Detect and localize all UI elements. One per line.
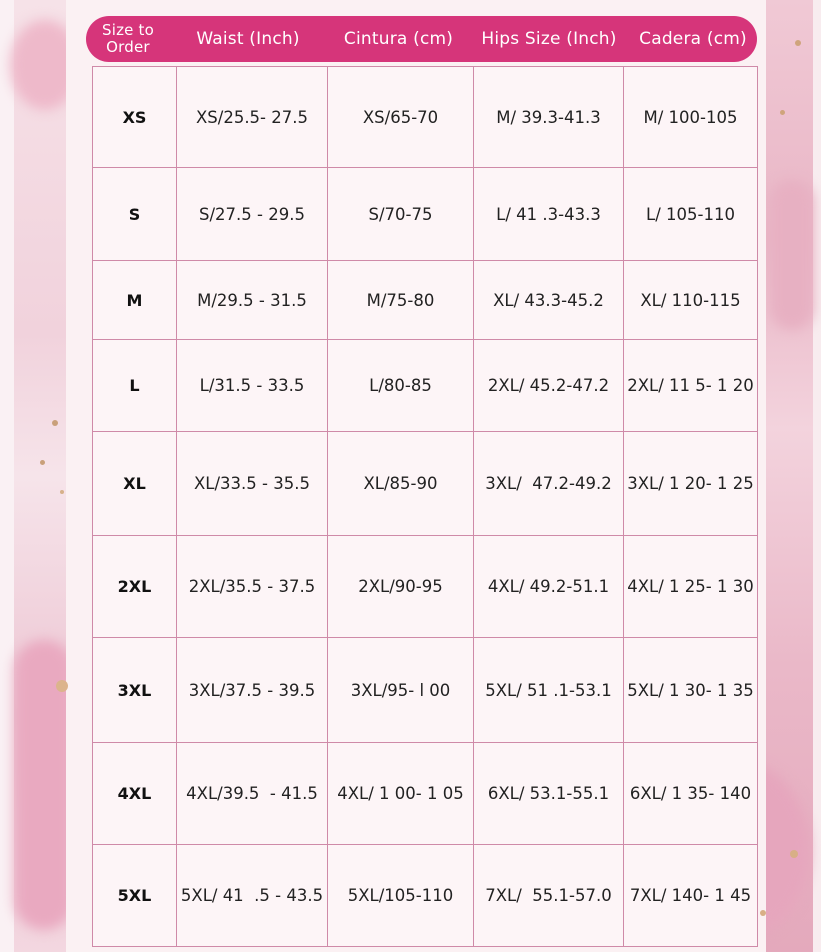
table-row	[93, 536, 758, 638]
waist-cell: 5XL/ 41 .5 - 43.5	[177, 845, 328, 947]
background-right-edge	[813, 0, 821, 952]
glitter-dot	[795, 40, 801, 46]
glitter-dot	[760, 910, 766, 916]
waist-cell: XL/33.5 - 35.5	[177, 432, 328, 536]
size-cell: 2XL	[93, 536, 177, 638]
table-row	[93, 845, 758, 947]
table-row	[93, 67, 758, 168]
cintura-cell: 5XL/105-110	[328, 845, 474, 947]
cadera-cell: 6XL/ 1 35- 140	[624, 743, 758, 845]
hips-cell: 3XL/ 47.2-49.2	[474, 432, 624, 536]
size-cell: S	[93, 168, 177, 261]
waist-cell: 3XL/37.5 - 39.5	[177, 638, 328, 743]
hips-cell: 7XL/ 55.1-57.0	[474, 845, 624, 947]
table-row	[93, 340, 758, 432]
cadera-cell: XL/ 110-115	[624, 261, 758, 340]
header-size-to-order: Size to Order	[101, 21, 155, 56]
background-left-edge	[0, 0, 14, 952]
size-cell: L	[93, 340, 177, 432]
hips-cell: L/ 41 .3-43.3	[474, 168, 624, 261]
glitter-dot	[52, 420, 58, 426]
table-header	[86, 16, 757, 62]
cadera-cell: 5XL/ 1 30- 1 35	[624, 638, 758, 743]
header-cadera-cm: Cadera (cm)	[639, 29, 747, 49]
waist-cell: 2XL/35.5 - 37.5	[177, 536, 328, 638]
table-row	[93, 638, 758, 743]
cintura-cell: XS/65-70	[328, 67, 474, 168]
size-cell: 5XL	[93, 845, 177, 947]
size-cell: 3XL	[93, 638, 177, 743]
header-waist-inch: Waist (Inch)	[196, 29, 300, 49]
hips-cell: M/ 39.3-41.3	[474, 67, 624, 168]
size-cell: XL	[93, 432, 177, 536]
waist-cell: L/31.5 - 33.5	[177, 340, 328, 432]
cintura-cell: S/70-75	[328, 168, 474, 261]
hips-cell: 6XL/ 53.1-55.1	[474, 743, 624, 845]
cintura-cell: M/75-80	[328, 261, 474, 340]
glitter-dot	[780, 110, 785, 115]
size-cell: M	[93, 261, 177, 340]
waist-cell: 4XL/39.5 - 41.5	[177, 743, 328, 845]
waist-cell: XS/25.5- 27.5	[177, 67, 328, 168]
cintura-cell: L/80-85	[328, 340, 474, 432]
cadera-cell: 2XL/ 11 5- 1 20	[624, 340, 758, 432]
table-row	[93, 432, 758, 536]
cadera-cell: 7XL/ 140- 1 45	[624, 845, 758, 947]
size-cell: XS	[93, 67, 177, 168]
cintura-cell: 3XL/95- l 00	[328, 638, 474, 743]
hips-cell: XL/ 43.3-45.2	[474, 261, 624, 340]
glitter-dot	[56, 680, 68, 692]
cadera-cell: L/ 105-110	[624, 168, 758, 261]
glitter-dot	[40, 460, 45, 465]
waist-cell: S/27.5 - 29.5	[177, 168, 328, 261]
waist-cell: M/29.5 - 31.5	[177, 261, 328, 340]
header-cintura-cm: Cintura (cm)	[343, 29, 454, 49]
cadera-cell: 4XL/ 1 25- 1 30	[624, 536, 758, 638]
size-chart-table	[92, 66, 758, 947]
table-row	[93, 261, 758, 340]
table-row	[93, 168, 758, 261]
hips-cell: 4XL/ 49.2-51.1	[474, 536, 624, 638]
decorative-blob	[770, 180, 814, 330]
hips-cell: 2XL/ 45.2-47.2	[474, 340, 624, 432]
size-cell: 4XL	[93, 743, 177, 845]
cadera-cell: 3XL/ 1 20- 1 25	[624, 432, 758, 536]
header-hips-inch: Hips Size (Inch)	[481, 29, 617, 49]
cadera-cell: M/ 100-105	[624, 67, 758, 168]
hips-cell: 5XL/ 51 .1-53.1	[474, 638, 624, 743]
glitter-dot	[60, 490, 64, 494]
glitter-dot	[790, 850, 798, 858]
cintura-cell: 4XL/ 1 00- 1 05	[328, 743, 474, 845]
cintura-cell: XL/85-90	[328, 432, 474, 536]
cintura-cell: 2XL/90-95	[328, 536, 474, 638]
table-row	[93, 743, 758, 845]
